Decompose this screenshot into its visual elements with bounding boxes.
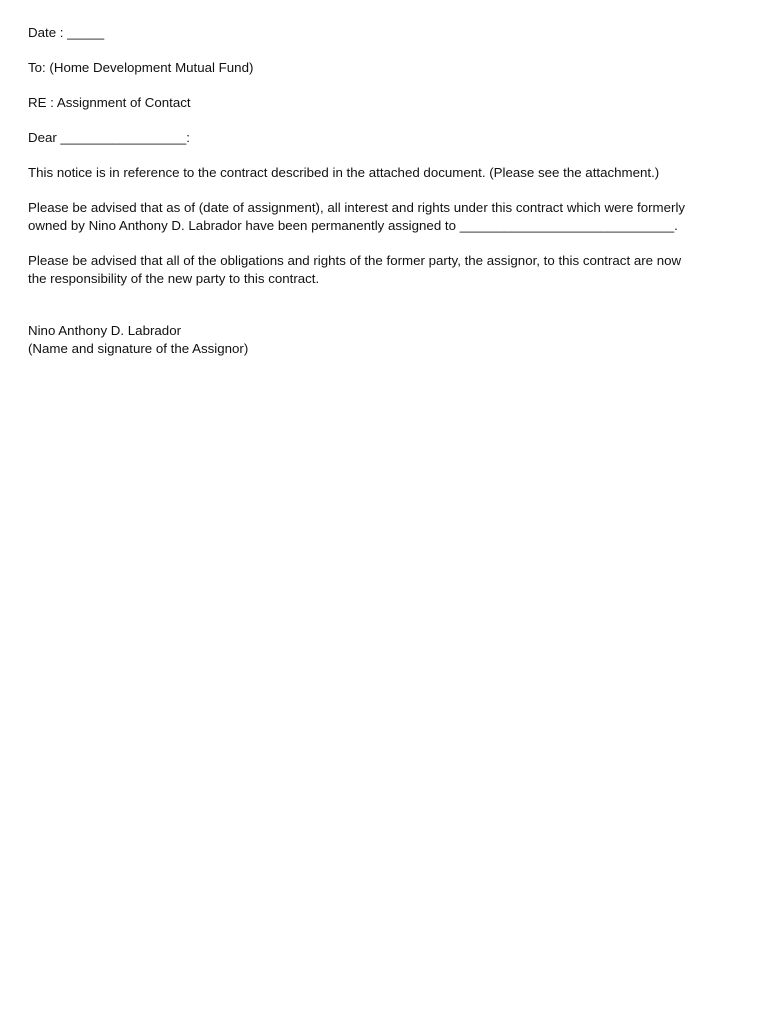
paragraph-reference: This notice is in reference to the contract described in the attached document. (Please see the attachment.): [28, 165, 660, 180]
signatory-name: Nino Anthony D. Labrador: [28, 323, 182, 338]
paragraph-obligations: [28, 252, 744, 288]
signatory-caption: (Name and signature of the Assignor): [28, 341, 249, 356]
recipient-line: To: (Home Development Mutual Fund): [28, 60, 254, 75]
subject-line: RE : Assignment of Contact: [28, 95, 191, 110]
paragraph-obligations-line-2: the responsibility of the new party to this contract.: [28, 271, 320, 286]
paragraph-assignment: [28, 199, 744, 235]
paragraph-assignment-line-1: Please be advised that as of (date of assignment), all interest and rights under this contract which were formerly: [28, 200, 686, 215]
letter-document: [28, 24, 744, 358]
date-line: Date : _____: [28, 25, 105, 40]
salutation: Dear _________________:: [28, 130, 190, 145]
signature-block: [28, 322, 744, 358]
paragraph-assignment-line-2: owned by Nino Anthony D. Labrador have been permanently assigned to _____________________________.: [28, 218, 678, 233]
paragraph-obligations-line-1: Please be advised that all of the obligations and rights of the former party, the assignor, to this contract are now: [28, 253, 682, 268]
